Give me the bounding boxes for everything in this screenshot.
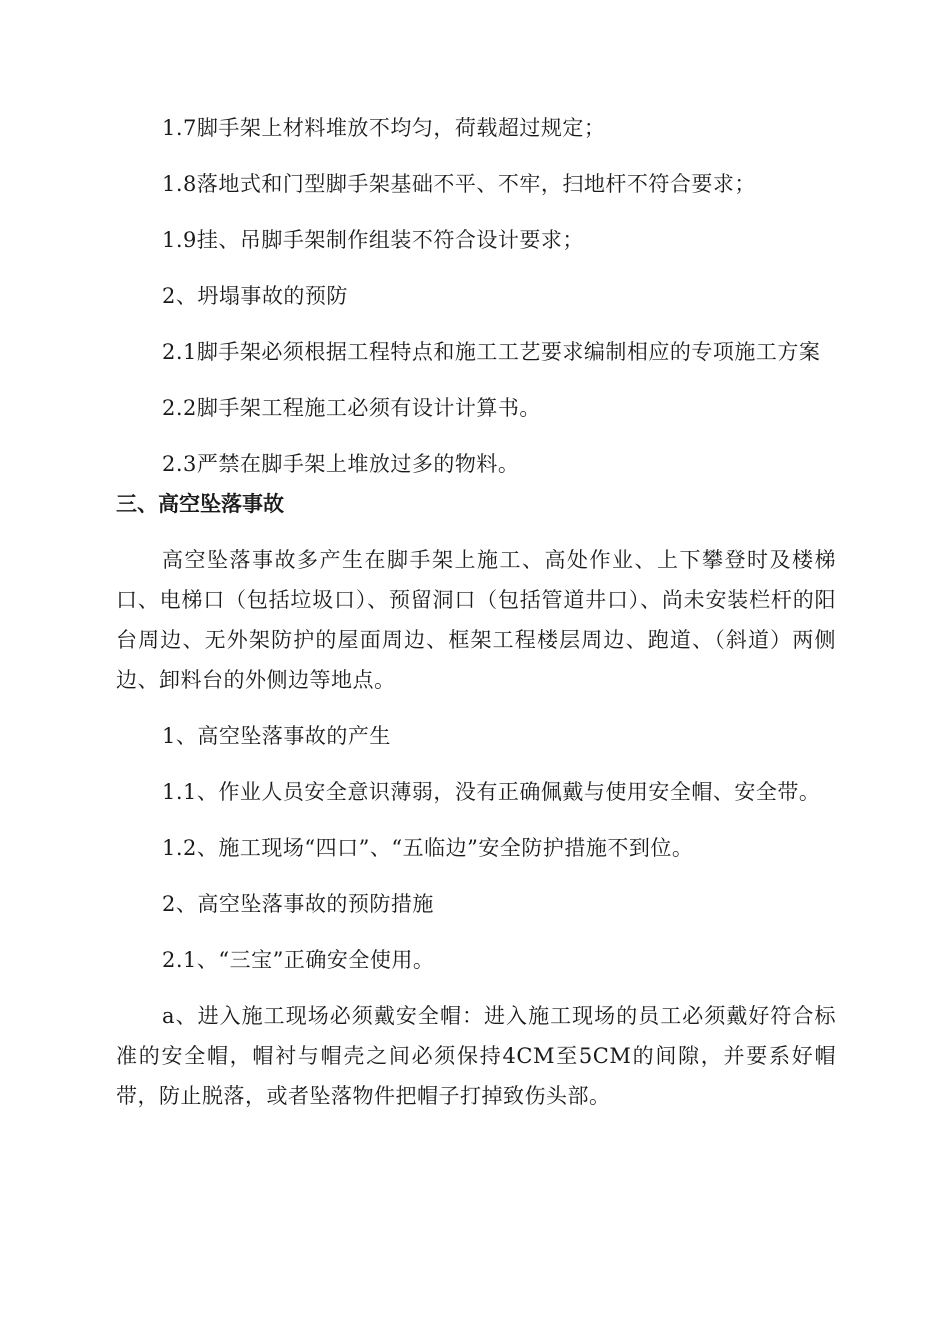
paragraph-2-3: 2.3严禁在脚手架上堆放过多的物料。 [162,452,520,476]
paragraph-fall-causes: 1、高空坠落事故的产生 [162,724,391,748]
section-heading: 三、高空坠落事故 [116,492,284,516]
paragraph-1-9: 1.9挂、吊脚手架制作组装不符合设计要求； [162,228,584,252]
paragraph-fall-2-1: 2.1、“三宝”正确安全使用。 [162,948,435,972]
paragraph-fall-1-1: 1.1、作业人员安全意识薄弱，没有正确佩戴与使用安全帽、安全带。 [162,780,821,804]
paragraph-1-7: 1.7脚手架上材料堆放不均匀，荷载超过规定； [162,116,606,140]
paragraph-fall-1-2: 1.2、施工现场“四口”、“五临边”安全防护措施不到位。 [162,836,694,860]
paragraph-fall-intro: 高空坠落事故多产生在脚手架上施工、高处作业、上下攀登时及楼梯口、电梯口（包括垃圾口）、预留洞口（包括管道井口）、尚未安装栏杆的阳台周边、无外架防护的屋面周边、框架工程楼层周边、跑道、（斜道）两侧边、卸料台的外侧边等地点。 [116,548,836,692]
paragraph-2-2: 2.2脚手架工程施工必须有设计计算书。 [162,396,541,420]
paragraph-2-1: 2.1脚手架必须根据工程特点和施工工艺要求编制相应的专项施工方案 [162,340,821,364]
paragraph-collapse-prevention: 2、坍塌事故的预防 [162,284,348,308]
document-body [116,108,836,1116]
paragraph-fall-prevention: 2、高空坠落事故的预防措施 [162,892,434,916]
paragraph-1-8: 1.8落地式和门型脚手架基础不平、不牢，扫地杆不符合要求； [162,172,756,196]
paragraph-fall-a: a、进入施工现场必须戴安全帽：进入施工现场的员工必须戴好符合标准的安全帽，帽衬与帽壳之间必须保持4CM至5CM的间隙，并要系好帽带，防止脱落，或者坠落物件把帽子打掉致伤头部。 [116,1004,836,1108]
